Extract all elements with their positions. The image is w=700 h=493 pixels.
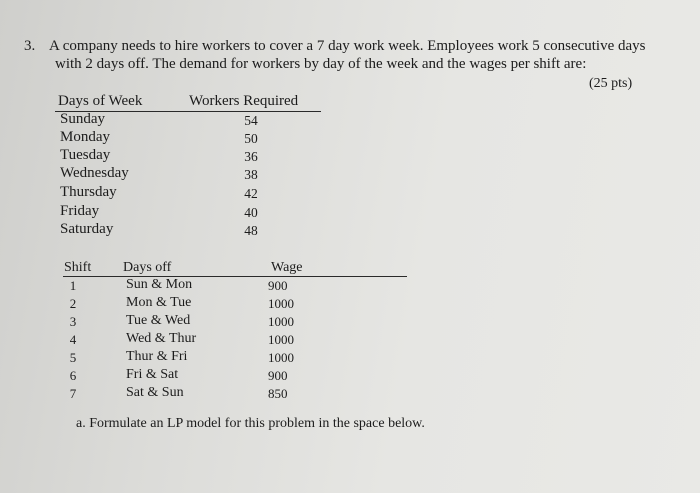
shift-row-wage: 900 bbox=[268, 278, 288, 293]
demand-row-workers: 40 bbox=[244, 205, 258, 220]
demand-row-day: Tuesday bbox=[60, 147, 111, 163]
demand-row-day: Monday bbox=[60, 129, 110, 145]
shift-row-wage: 1000 bbox=[268, 314, 294, 329]
shift-row-wage: 1000 bbox=[268, 296, 294, 311]
shift-row-number: 3 bbox=[69, 314, 77, 329]
shift-header-shift: Shift bbox=[64, 260, 92, 275]
demand-row-day: Saturday bbox=[60, 221, 114, 237]
question-text-line1: A company needs to hire workers to cover a 7 day work week. Employees work 5 consecutive days bbox=[49, 38, 646, 54]
demand-row-workers: 48 bbox=[244, 223, 258, 238]
demand-row-workers: 38 bbox=[244, 167, 258, 182]
shift-row-days-off: Fri & Sat bbox=[126, 367, 179, 382]
shift-header-days-off: Days off bbox=[123, 260, 172, 275]
demand-row-day: Sunday bbox=[60, 111, 105, 127]
shift-row-number: 4 bbox=[69, 332, 77, 347]
points-label: (25 pts) bbox=[589, 76, 633, 91]
shift-row-number: 7 bbox=[69, 386, 77, 401]
question-text-line2: with 2 days off. The demand for workers by day of the week and the wages per shift are: bbox=[55, 56, 587, 72]
demand-row-workers: 36 bbox=[244, 149, 258, 164]
shift-row-wage: 1000 bbox=[268, 332, 294, 347]
shift-row-wage: 850 bbox=[268, 386, 288, 401]
demand-row-workers: 42 bbox=[244, 186, 258, 201]
shift-row-days-off: Sun & Mon bbox=[126, 277, 193, 292]
shift-row-days-off: Tue & Wed bbox=[126, 313, 191, 328]
shift-row-days-off: Wed & Thur bbox=[126, 331, 197, 346]
demand-row-day: Thursday bbox=[60, 184, 117, 200]
demand-row-day: Wednesday bbox=[60, 165, 129, 181]
demand-row-workers: 54 bbox=[244, 113, 258, 128]
shift-row-number: 2 bbox=[69, 296, 77, 311]
shift-row-wage: 1000 bbox=[268, 350, 294, 365]
shift-row-number: 6 bbox=[69, 368, 77, 383]
demand-header-workers: Workers Required bbox=[189, 93, 299, 109]
part-a-prompt: a. Formulate an LP model for this problem in the space below. bbox=[76, 416, 425, 431]
shift-header-wage: Wage bbox=[271, 260, 303, 275]
demand-header-days: Days of Week bbox=[58, 93, 143, 109]
shift-row-days-off: Mon & Tue bbox=[126, 295, 192, 310]
shift-row-number: 5 bbox=[69, 350, 77, 365]
question-number: 3. bbox=[24, 38, 36, 54]
shift-row-number: 1 bbox=[69, 278, 77, 293]
demand-row-workers: 50 bbox=[244, 131, 258, 146]
demand-row-day: Friday bbox=[60, 203, 100, 219]
shift-row-wage: 900 bbox=[268, 368, 288, 383]
shift-row-days-off: Sat & Sun bbox=[126, 385, 184, 400]
shift-row-days-off: Thur & Fri bbox=[126, 349, 188, 364]
shift-header-rule bbox=[63, 276, 407, 277]
